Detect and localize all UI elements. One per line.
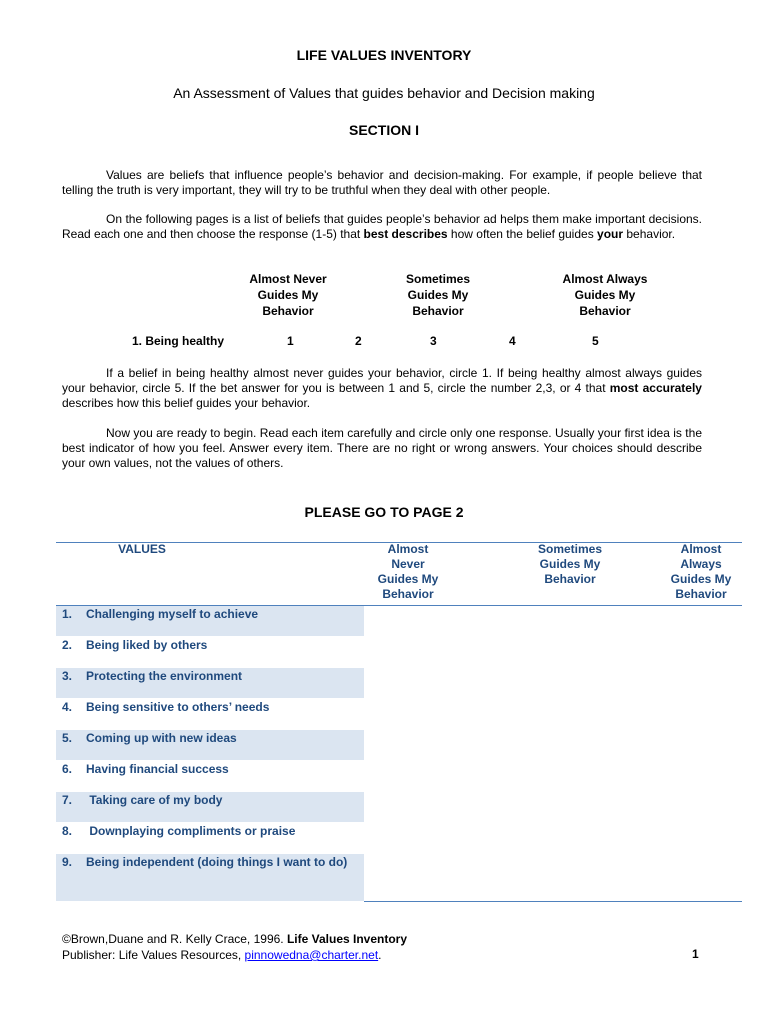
almost-always-column-header	[662, 542, 740, 602]
example-score-2: 2	[355, 334, 362, 348]
scale-high-line-2: Guides My	[574, 288, 636, 302]
instructions-bold-2: your	[597, 227, 624, 241]
document-subtitle: An Assessment of Values that guides behavior and Decision making	[173, 85, 595, 101]
scale-mid-heading	[378, 271, 498, 319]
never-header-line-3: Guides My	[377, 572, 439, 586]
row-number: 4.	[62, 700, 73, 714]
publisher-line	[62, 947, 382, 963]
row-number: 6.	[62, 762, 73, 776]
publisher-text: Publisher: Life Values Resources,	[62, 948, 245, 962]
page-number: 1	[692, 947, 699, 961]
table-row	[56, 668, 364, 698]
table-row	[56, 854, 364, 901]
instructions-text-1: On the following pages is a list of beliefs that guides people’s behavior ad helps them make important decisions. Read each one and then choose the response (1-5) that	[62, 212, 702, 241]
section-heading: SECTION I	[348, 122, 419, 138]
sometimes-column-header	[520, 542, 620, 587]
copyright-line	[62, 931, 407, 947]
scale-low-line-2: Guides My	[257, 288, 319, 302]
scoring-text-1: If a belief in being healthy almost never guides your behavior, circle 1. If being healthy almost always guides your behavior, circle 5. If the bet answer for you is between 1 and 5, circle the number 2,3, or 4 that	[62, 366, 702, 395]
row-number: 1.	[62, 607, 73, 621]
instructions-paragraph	[62, 212, 702, 242]
scale-mid-line-2: Guides My	[407, 288, 469, 302]
row-number: 3.	[62, 669, 73, 683]
always-header-line-3: Guides My	[670, 572, 732, 586]
almost-never-column-header	[368, 542, 448, 602]
table-row	[56, 792, 364, 822]
scale-low-line-1: Almost Never	[249, 272, 327, 286]
table-row	[56, 761, 364, 791]
table-row	[56, 637, 364, 667]
sometimes-header-line-2: Guides My	[539, 557, 601, 571]
copyright-title: Life Values Inventory	[286, 932, 408, 946]
row-value-text: Coming up with new ideas	[86, 731, 237, 745]
copyright-text: ©Brown,Duane and R. Kelly Crace, 1996.	[62, 932, 287, 946]
row-value-text: Downplaying compliments or praise	[86, 824, 296, 838]
row-value-text: Being independent (doing things I want to do)	[86, 855, 348, 869]
row-value-text: Challenging myself to achieve	[86, 607, 259, 621]
example-score-1: 1	[287, 334, 294, 348]
scale-mid-line-3: Behavior	[412, 304, 464, 318]
scale-high-line-3: Behavior	[579, 304, 631, 318]
publisher-suffix: .	[378, 948, 382, 962]
intro-text: Values are beliefs that influence people’s behavior and decision-making. For example, if people believe that telling the truth is very important, they will try to be truthful when they deal with other people.	[62, 168, 702, 197]
always-header-line-4: Behavior	[675, 587, 727, 601]
never-header-line-4: Behavior	[382, 587, 434, 601]
row-number: 9.	[62, 855, 73, 869]
always-header-line-2: Always	[680, 557, 722, 571]
table-row	[56, 823, 364, 853]
scale-low-line-3: Behavior	[262, 304, 314, 318]
scale-low-heading	[228, 271, 348, 319]
never-header-line-1: Almost	[387, 542, 429, 556]
never-header-line-2: Never	[391, 557, 425, 571]
publisher-email-link[interactable]: pinnowedna@charter.net	[244, 948, 379, 962]
values-column-header: VALUES	[118, 542, 166, 556]
table-row	[56, 606, 364, 636]
row-value-text: Taking care of my body	[86, 793, 223, 807]
scoring-paragraph	[62, 366, 702, 411]
always-header-line-1: Almost	[680, 542, 722, 556]
document-title: LIFE VALUES INVENTORY	[296, 47, 472, 63]
instructions-text-2: how often the belief guides	[447, 227, 598, 241]
scale-mid-line-1: Sometimes	[405, 272, 471, 286]
row-value-text: Being liked by others	[86, 638, 208, 652]
intro-paragraph	[62, 168, 702, 198]
instructions-bold-1: best describes	[363, 227, 448, 241]
table-row	[56, 699, 364, 729]
row-value-text: Having financial success	[86, 762, 229, 776]
scale-high-line-1: Almost Always	[562, 272, 648, 286]
row-number: 7.	[62, 793, 73, 807]
instructions-text-3: behavior.	[623, 227, 676, 241]
table-bottom-rule	[364, 901, 742, 902]
example-score-4: 4	[509, 334, 516, 348]
scale-high-heading	[541, 271, 669, 319]
scoring-bold: most accurately	[609, 381, 702, 395]
row-number: 8.	[62, 824, 73, 838]
begin-text: Now you are ready to begin. Read each item carefully and circle only one response. Usually your first idea is the best indicator of how you feel. Answer every item. There are no right or wrong answers. Your choices should describe your own values, not the values of others.	[62, 426, 702, 470]
scoring-text-2: describes how this belief guides your behavior.	[62, 396, 311, 410]
row-value-text: Protecting the environment	[86, 669, 243, 683]
row-number: 2.	[62, 638, 73, 652]
table-row	[56, 730, 364, 760]
row-value-text: Being sensitive to others’ needs	[86, 700, 270, 714]
row-number: 5.	[62, 731, 73, 745]
example-score-3: 3	[430, 334, 437, 348]
example-item-label: 1. Being healthy	[132, 334, 225, 348]
example-score-5: 5	[592, 334, 599, 348]
go-to-page-notice: PLEASE GO TO PAGE 2	[304, 504, 464, 520]
begin-paragraph	[62, 426, 702, 471]
sometimes-header-line-3: Behavior	[544, 572, 596, 586]
sometimes-header-line-1: Sometimes	[537, 542, 603, 556]
